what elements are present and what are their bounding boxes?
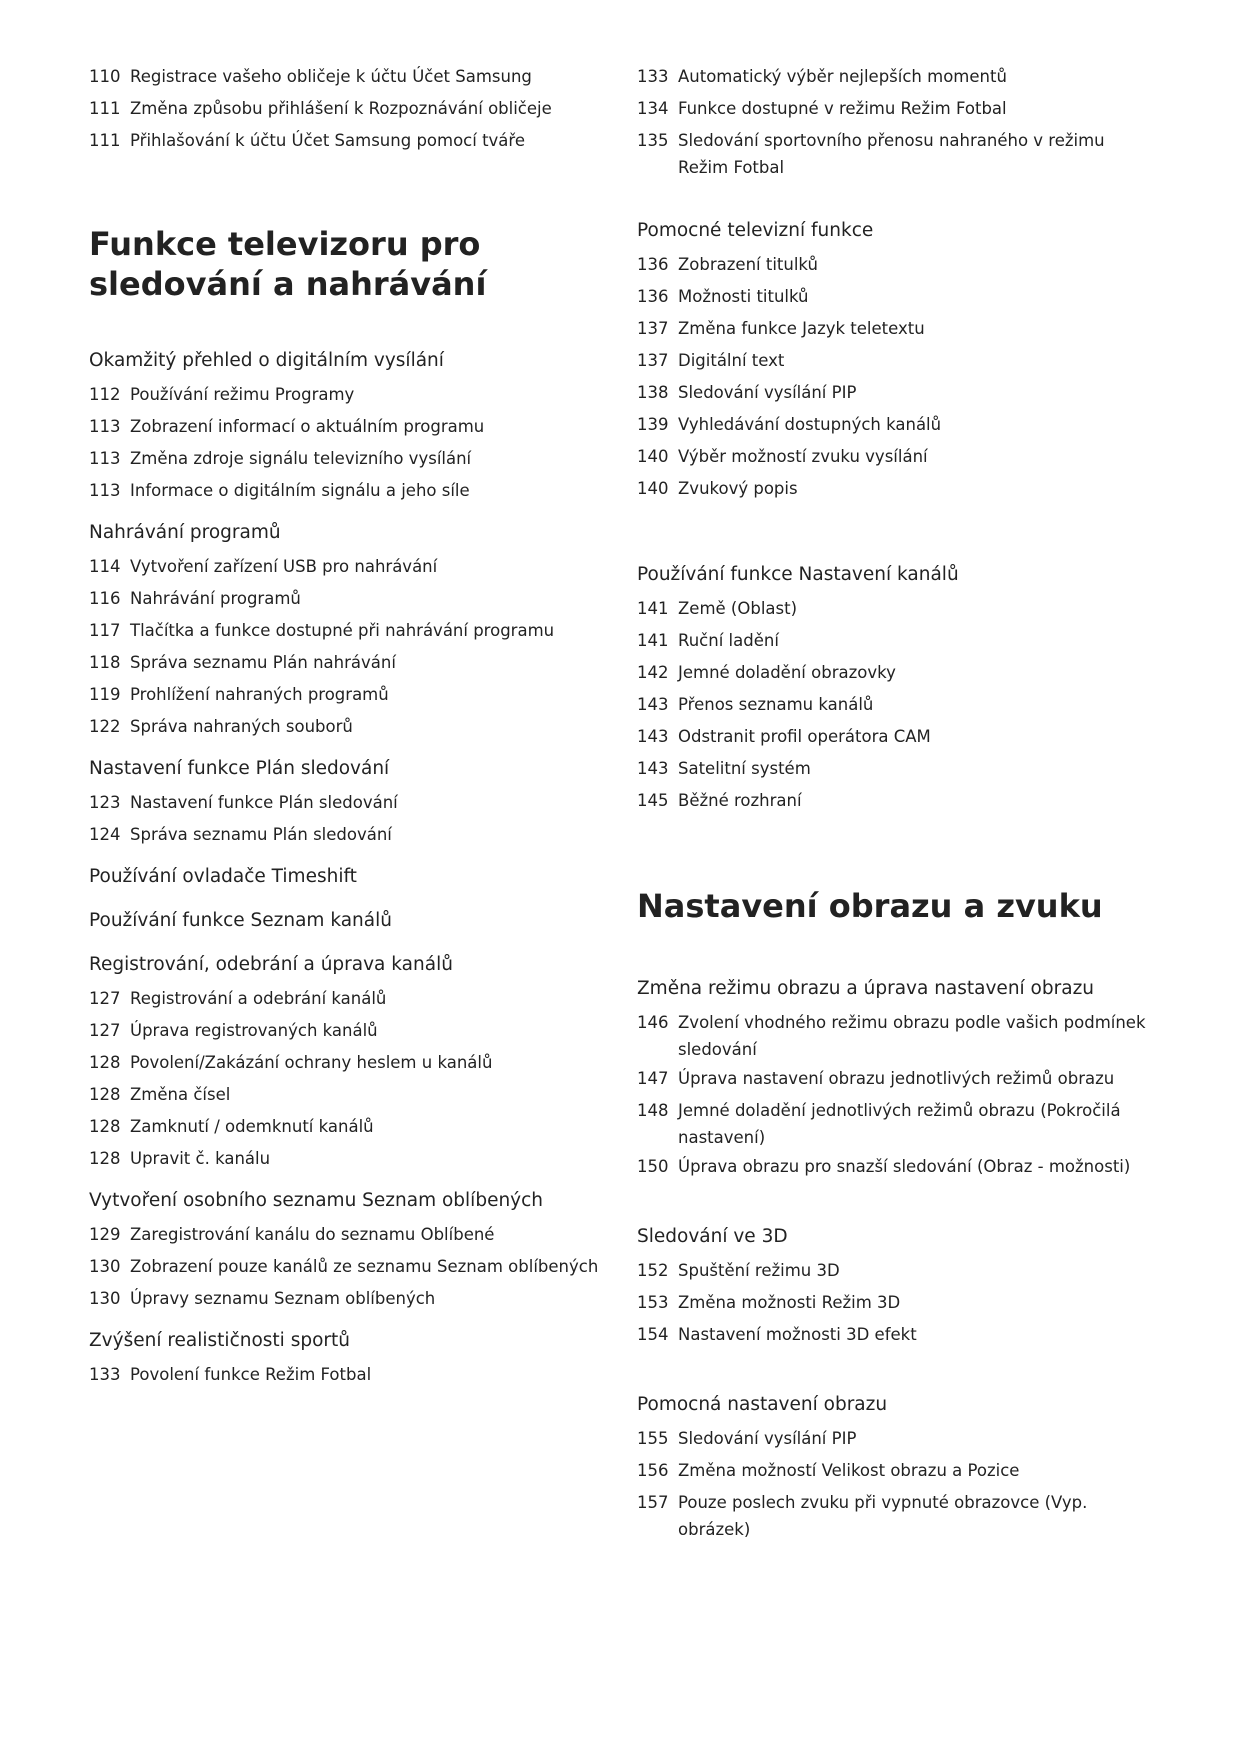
toc-entry[interactable] xyxy=(89,649,609,676)
toc-entry[interactable] xyxy=(89,127,609,154)
toc-entry[interactable] xyxy=(637,347,1157,374)
page-number: 134 xyxy=(637,99,669,118)
toc-entry[interactable] xyxy=(89,445,609,472)
page-number: 135 xyxy=(637,131,669,150)
toc-entry[interactable] xyxy=(89,713,609,740)
section-heading: Vytvoření osobního seznamu Seznam oblíbených xyxy=(89,1190,544,1211)
toc-entry[interactable] xyxy=(89,413,609,440)
section-heading: Pomocné televizní funkce xyxy=(637,220,874,241)
page-number: 146 xyxy=(637,1013,669,1032)
entry-title: Změna možnosti Režim 3D xyxy=(678,1293,901,1312)
page-number: 153 xyxy=(637,1293,669,1312)
entry-title: Úprava nastavení obrazu jednotlivých režimů obrazu xyxy=(678,1069,1115,1088)
entry-title: Změna způsobu přihlášení k Rozpoznávání obličeje xyxy=(130,99,552,118)
toc-entry[interactable] xyxy=(89,1081,609,1108)
toc-entry[interactable] xyxy=(637,475,1157,502)
toc-entry[interactable] xyxy=(89,1017,609,1044)
page-number: 152 xyxy=(637,1261,669,1280)
toc-entry[interactable] xyxy=(89,95,609,122)
page-number: 136 xyxy=(637,287,669,306)
entry-title: Povolení funkce Režim Fotbal xyxy=(130,1365,372,1384)
entry-title: Správa seznamu Plán nahrávání xyxy=(130,653,396,672)
page-number: 128 xyxy=(89,1149,121,1168)
toc-entry[interactable] xyxy=(637,127,1157,181)
page-number: 128 xyxy=(89,1085,121,1104)
section-heading: Zvýšení realističnosti sportů xyxy=(89,1330,350,1351)
toc-entry[interactable] xyxy=(89,1221,609,1248)
entry-title: Nahrávání programů xyxy=(130,589,301,608)
page-number: 116 xyxy=(89,589,121,608)
toc-entry[interactable] xyxy=(637,95,1157,122)
toc-entry[interactable] xyxy=(89,681,609,708)
entry-title: Odstranit profil operátora CAM xyxy=(678,727,931,746)
page-number: 154 xyxy=(637,1325,669,1344)
section-heading: Registrování, odebrání a úprava kanálů xyxy=(89,954,453,975)
page-number: 147 xyxy=(637,1069,669,1088)
page-number: 124 xyxy=(89,825,121,844)
page-number: 127 xyxy=(89,1021,121,1040)
entry-title: Jemné doladění jednotlivých režimů obrazu (Pokročilá nastavení) xyxy=(678,1101,1121,1147)
entry-title: Sledování vysílání PIP xyxy=(678,383,857,402)
page-number: 117 xyxy=(89,621,121,640)
toc-entry[interactable] xyxy=(637,755,1157,782)
page-number: 150 xyxy=(637,1157,669,1176)
entry-title: Povolení/Zakázání ochrany heslem u kanálů xyxy=(130,1053,493,1072)
entry-title: Úpravy seznamu Seznam oblíbených xyxy=(130,1289,436,1308)
toc-entry[interactable] xyxy=(89,1145,609,1172)
toc-entry[interactable] xyxy=(89,585,609,612)
entry-title: Zvolení vhodného režimu obrazu podle vašich podmínek sledování xyxy=(678,1013,1146,1059)
toc-entry[interactable] xyxy=(637,1489,1157,1543)
entry-title: Pouze poslech zvuku při vypnuté obrazovce (Vyp. obrázek) xyxy=(678,1493,1088,1539)
page-number: 114 xyxy=(89,557,121,576)
entry-title: Správa seznamu Plán sledování xyxy=(130,825,392,844)
page-number: 141 xyxy=(637,631,669,650)
toc-entry[interactable] xyxy=(89,617,609,644)
entry-title: Vytvoření zařízení USB pro nahrávání xyxy=(130,557,438,576)
toc-entry[interactable] xyxy=(637,723,1157,750)
toc-entry[interactable] xyxy=(89,477,609,504)
entry-title: Zvukový popis xyxy=(678,479,798,498)
page-number: 136 xyxy=(637,255,669,274)
page-number: 111 xyxy=(89,99,121,118)
toc-entry[interactable] xyxy=(637,595,1157,622)
page-number: 111 xyxy=(89,131,121,150)
toc-entry[interactable] xyxy=(637,1257,1157,1284)
section-heading: Používání funkce Seznam kanálů xyxy=(89,910,392,931)
entry-title: Vyhledávání dostupných kanálů xyxy=(678,415,942,434)
toc-entry[interactable] xyxy=(89,553,609,580)
page-number: 128 xyxy=(89,1053,121,1072)
entry-title: Digitální text xyxy=(678,351,785,370)
entry-title: Informace o digitálním signálu a jeho síle xyxy=(130,481,470,500)
toc-entry[interactable] xyxy=(637,251,1157,278)
entry-title: Registrování a odebrání kanálů xyxy=(130,989,387,1008)
page-number: 129 xyxy=(89,1225,121,1244)
page-number: 137 xyxy=(637,319,669,338)
page-number: 157 xyxy=(637,1493,669,1512)
toc-entry[interactable] xyxy=(89,63,609,90)
entry-title: Sledování sportovního přenosu nahraného v režimu Režim Fotbal xyxy=(678,131,1105,177)
entry-title: Zobrazení titulků xyxy=(678,255,818,274)
toc-entry[interactable] xyxy=(89,1361,609,1388)
page-number: 119 xyxy=(89,685,121,704)
entry-title: Země (Oblast) xyxy=(678,599,798,618)
entry-title: Satelitní systém xyxy=(678,759,811,778)
section-heading: Okamžitý přehled o digitálním vysílání xyxy=(89,350,444,371)
chapter-title: Nastavení obrazu a zvuku xyxy=(637,887,1103,925)
entry-title: Používání režimu Programy xyxy=(130,385,355,404)
toc-entry[interactable] xyxy=(637,691,1157,718)
toc-entry[interactable] xyxy=(637,1153,1157,1180)
toc-entry[interactable] xyxy=(89,381,609,408)
entry-title: Prohlížení nahraných programů xyxy=(130,685,389,704)
page-number: 130 xyxy=(89,1289,121,1308)
section-heading: Pomocná nastavení obrazu xyxy=(637,1394,888,1415)
toc-entry[interactable] xyxy=(637,659,1157,686)
page-number: 113 xyxy=(89,417,121,436)
toc-entry[interactable] xyxy=(637,1065,1157,1092)
section-heading: Používání ovladače Timeshift xyxy=(89,866,357,887)
page-number: 127 xyxy=(89,989,121,1008)
toc-entry[interactable] xyxy=(637,315,1157,342)
entry-title: Přenos seznamu kanálů xyxy=(678,695,874,714)
toc-entry[interactable] xyxy=(89,1113,609,1140)
toc-entry[interactable] xyxy=(637,411,1157,438)
page-number: 142 xyxy=(637,663,669,682)
page-number: 143 xyxy=(637,695,669,714)
section-heading: Používání funkce Nastavení kanálů xyxy=(637,564,959,585)
page-number: 156 xyxy=(637,1461,669,1480)
page-number: 155 xyxy=(637,1429,669,1448)
page-number: 133 xyxy=(89,1365,121,1384)
entry-title: Automatický výběr nejlepších momentů xyxy=(678,67,1007,86)
toc-entry[interactable] xyxy=(637,63,1157,90)
toc-entry[interactable] xyxy=(89,1285,609,1312)
entry-title: Změna možností Velikost obrazu a Pozice xyxy=(678,1461,1020,1480)
entry-title: Registrace vašeho obličeje k účtu Účet Samsung xyxy=(130,67,532,86)
toc-entry[interactable] xyxy=(637,1457,1157,1484)
toc-entry[interactable] xyxy=(89,789,609,816)
page-number: 140 xyxy=(637,479,669,498)
toc-entry[interactable] xyxy=(637,1425,1157,1452)
page-number: 128 xyxy=(89,1117,121,1136)
page-number: 143 xyxy=(637,759,669,778)
entry-title: Zamknutí / odemknutí kanálů xyxy=(130,1117,374,1136)
entry-title: Úprava registrovaných kanálů xyxy=(130,1021,378,1040)
page-number: 138 xyxy=(637,383,669,402)
entry-title: Tlačítka a funkce dostupné při nahrávání programu xyxy=(130,621,555,640)
toc-entry[interactable] xyxy=(637,1321,1157,1348)
entry-title: Možnosti titulků xyxy=(678,287,809,306)
page-number: 133 xyxy=(637,67,669,86)
entry-title: Úprava obrazu pro snazší sledování (Obraz - možnosti) xyxy=(678,1157,1131,1176)
toc-entry[interactable] xyxy=(637,1289,1157,1316)
entry-title: Změna čísel xyxy=(130,1085,231,1104)
page-number: 113 xyxy=(89,481,121,500)
toc-entry[interactable] xyxy=(637,443,1157,470)
entry-title: Zaregistrování kanálu do seznamu Oblíbené xyxy=(130,1225,495,1244)
entry-title: Ruční ladění xyxy=(678,631,779,650)
toc-entry[interactable] xyxy=(637,1009,1157,1063)
section-heading: Nastavení funkce Plán sledování xyxy=(89,758,390,779)
toc-entry[interactable] xyxy=(637,1097,1157,1151)
page-number: 110 xyxy=(89,67,121,86)
entry-title: Sledování vysílání PIP xyxy=(678,1429,857,1448)
page-number: 140 xyxy=(637,447,669,466)
toc-entry[interactable] xyxy=(89,985,609,1012)
section-heading: Nahrávání programů xyxy=(89,522,281,543)
entry-title: Správa nahraných souborů xyxy=(130,717,353,736)
page-number: 118 xyxy=(89,653,121,672)
page-number: 148 xyxy=(637,1101,669,1120)
section-heading: Změna režimu obrazu a úprava nastavení obrazu xyxy=(637,978,1094,999)
entry-title: Výběr možností zvuku vysílání xyxy=(678,447,928,466)
entry-title: Přihlašování k účtu Účet Samsung pomocí tváře xyxy=(130,131,525,150)
toc-entry[interactable] xyxy=(637,379,1157,406)
page-number: 112 xyxy=(89,385,121,404)
page-number: 141 xyxy=(637,599,669,618)
entry-title: Jemné doladění obrazovky xyxy=(678,663,896,682)
page-number: 130 xyxy=(89,1257,121,1276)
page-number: 123 xyxy=(89,793,121,812)
chapter-title: Funkce televizoru pro sledování a nahrávání xyxy=(89,225,487,303)
toc-entry[interactable] xyxy=(89,1253,609,1280)
toc-entry[interactable] xyxy=(637,283,1157,310)
entry-title: Spuštění režimu 3D xyxy=(678,1261,840,1280)
entry-title: Běžné rozhraní xyxy=(678,791,802,810)
page-number: 139 xyxy=(637,415,669,434)
page-number: 137 xyxy=(637,351,669,370)
section-heading: Sledování ve 3D xyxy=(637,1226,788,1247)
entry-title: Nastavení možnosti 3D efekt xyxy=(678,1325,917,1344)
entry-title: Funkce dostupné v režimu Režim Fotbal xyxy=(678,99,1007,118)
page-number: 122 xyxy=(89,717,121,736)
toc-entry[interactable] xyxy=(89,821,609,848)
page-number: 143 xyxy=(637,727,669,746)
entry-title: Zobrazení informací o aktuálním programu xyxy=(130,417,485,436)
toc-entry[interactable] xyxy=(89,1049,609,1076)
entry-title: Nastavení funkce Plán sledování xyxy=(130,793,398,812)
page-number: 145 xyxy=(637,791,669,810)
toc-entry[interactable] xyxy=(637,787,1157,814)
entry-title: Změna funkce Jazyk teletextu xyxy=(678,319,925,338)
toc-entry[interactable] xyxy=(637,627,1157,654)
entry-title: Změna zdroje signálu televizního vysílání xyxy=(130,449,472,468)
entry-title: Upravit č. kanálu xyxy=(130,1149,271,1168)
page-number: 113 xyxy=(89,449,121,468)
entry-title: Zobrazení pouze kanálů ze seznamu Seznam oblíbených xyxy=(130,1257,599,1276)
